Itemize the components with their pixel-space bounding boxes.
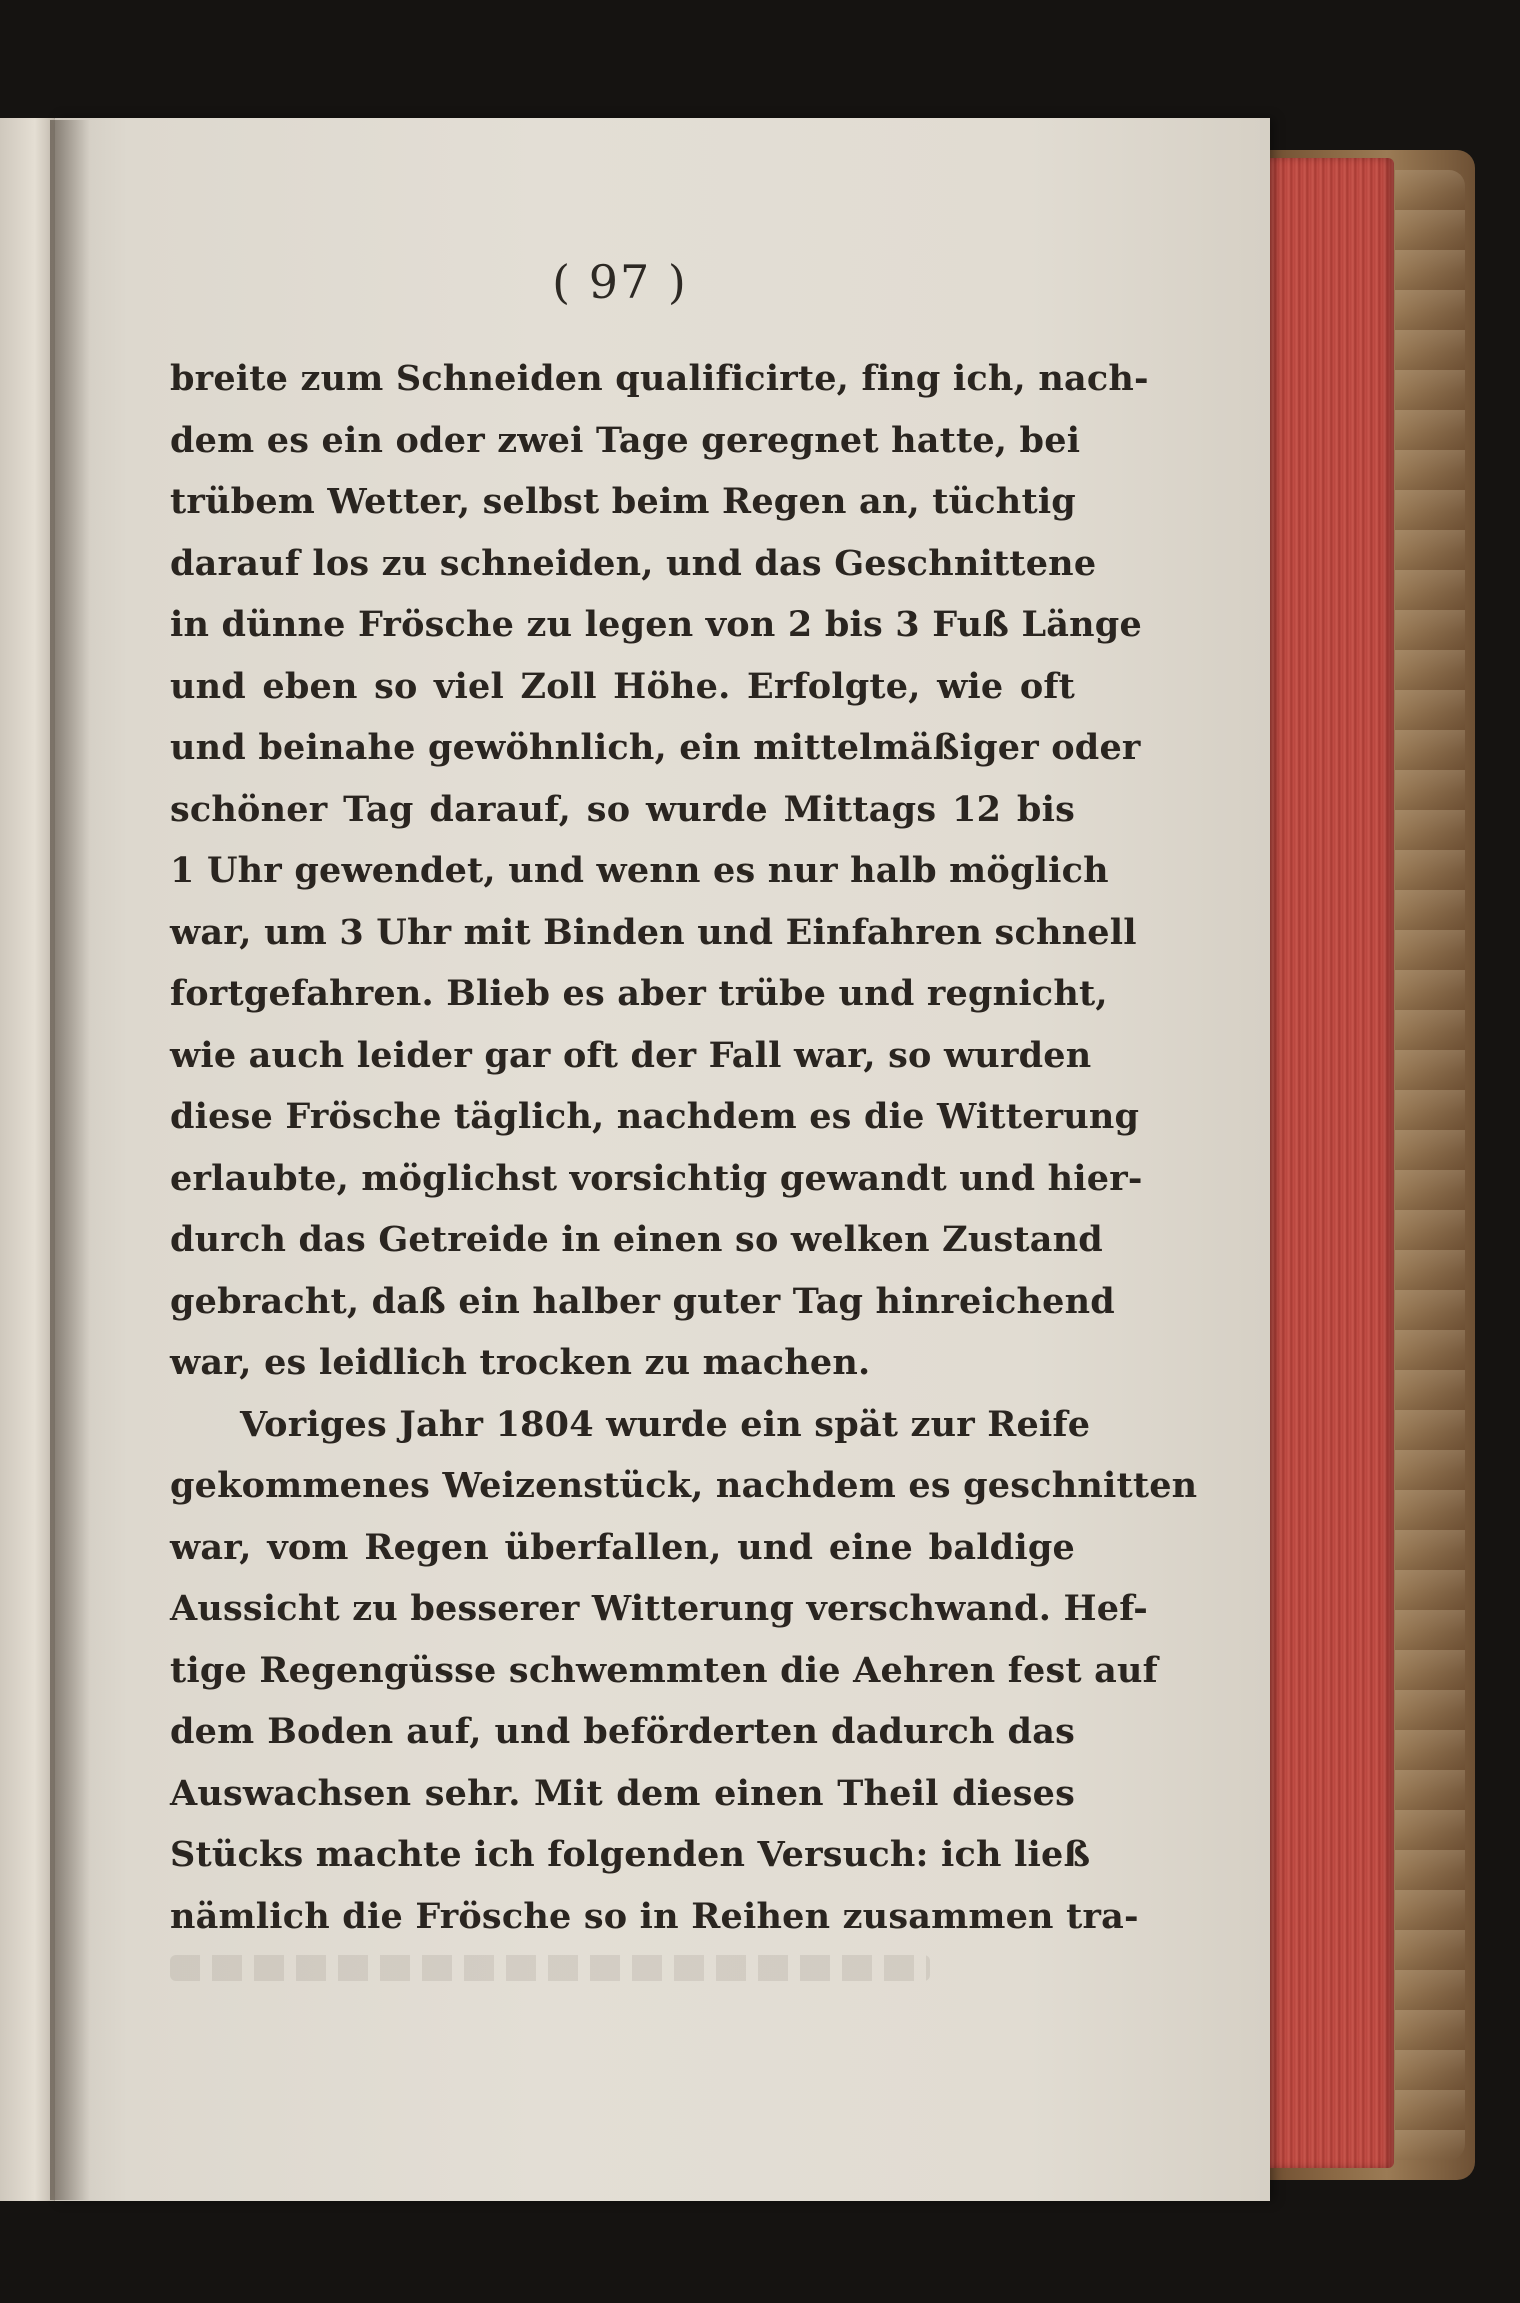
text-line: breite zum Schneiden qualificirte, fing ich, nach-: [170, 358, 1149, 399]
text-line: dem Boden auf, und beförderten dadurch das: [170, 1711, 1075, 1752]
text-line: wie auch leider gar oft der Fall war, so wurden: [170, 1034, 1092, 1076]
text-line: Aussicht zu besserer Witterung verschwand. Hef-: [170, 1588, 1148, 1629]
text-line: gekommenes Weizenstück, nachdem es geschnitten: [170, 1465, 1198, 1506]
page-gutter-shadow: [50, 120, 90, 2200]
text-line: und beinahe gewöhnlich, ein mittelmäßiger oder: [170, 727, 1141, 768]
text-line: gebracht, daß ein halber guter Tag hinreichend: [170, 1280, 1115, 1322]
red-page-edges: [1262, 158, 1394, 2168]
text-line: 1 Uhr gewendet, und wenn es nur halb möglich: [170, 850, 1109, 891]
text-line: war, es leidlich trocken zu machen.: [170, 1342, 871, 1383]
text-line: war, um 3 Uhr mit Binden und Einfahren schnell: [170, 911, 1137, 953]
text-line: und eben so viel Zoll Höhe. Erfolgte, wie oft: [170, 665, 1075, 707]
text-line: erlaubte, möglichst vorsichtig gewandt und hier-: [170, 1157, 1143, 1199]
page-text: [170, 348, 1198, 1947]
cover-wear-texture: [1395, 170, 1465, 2160]
text-line: diese Frösche täglich, nachdem es die Witterung: [170, 1096, 1140, 1137]
page-number: ( 97 ): [552, 255, 688, 309]
text-line: darauf los zu schneiden, und das Geschnittene: [170, 542, 1097, 584]
text-line: dem es ein oder zwei Tage geregnet hatte, bei: [170, 419, 1081, 461]
text-line: tige Regengüsse schwemmten die Aehren fest auf: [170, 1649, 1158, 1691]
text-line: nämlich die Frösche so in Reihen zusammen tra-: [170, 1895, 1139, 1937]
text-line: Auswachsen sehr. Mit dem einen Theil dieses: [170, 1772, 1075, 1814]
text-line: durch das Getreide in einen so welken Zustand: [170, 1219, 1103, 1260]
text-line: schöner Tag darauf, so wurde Mittags 12 bis: [170, 788, 1075, 830]
text-line: Stücks machte ich folgenden Versuch: ich ließ: [170, 1834, 1091, 1875]
text-line: war, vom Regen überfallen, und eine baldige: [170, 1526, 1075, 1568]
bleed-through-shadow: [170, 1955, 930, 1981]
text-line: fortgefahren. Blieb es aber trübe und regnicht,: [170, 973, 1108, 1014]
text-line: in dünne Frösche zu legen von 2 bis 3 Fuß Länge: [170, 604, 1142, 645]
text-line: Voriges Jahr 1804 wurde ein spät zur Reife: [240, 1403, 1091, 1445]
text-line: trübem Wetter, selbst beim Regen an, tüchtig: [170, 481, 1076, 522]
